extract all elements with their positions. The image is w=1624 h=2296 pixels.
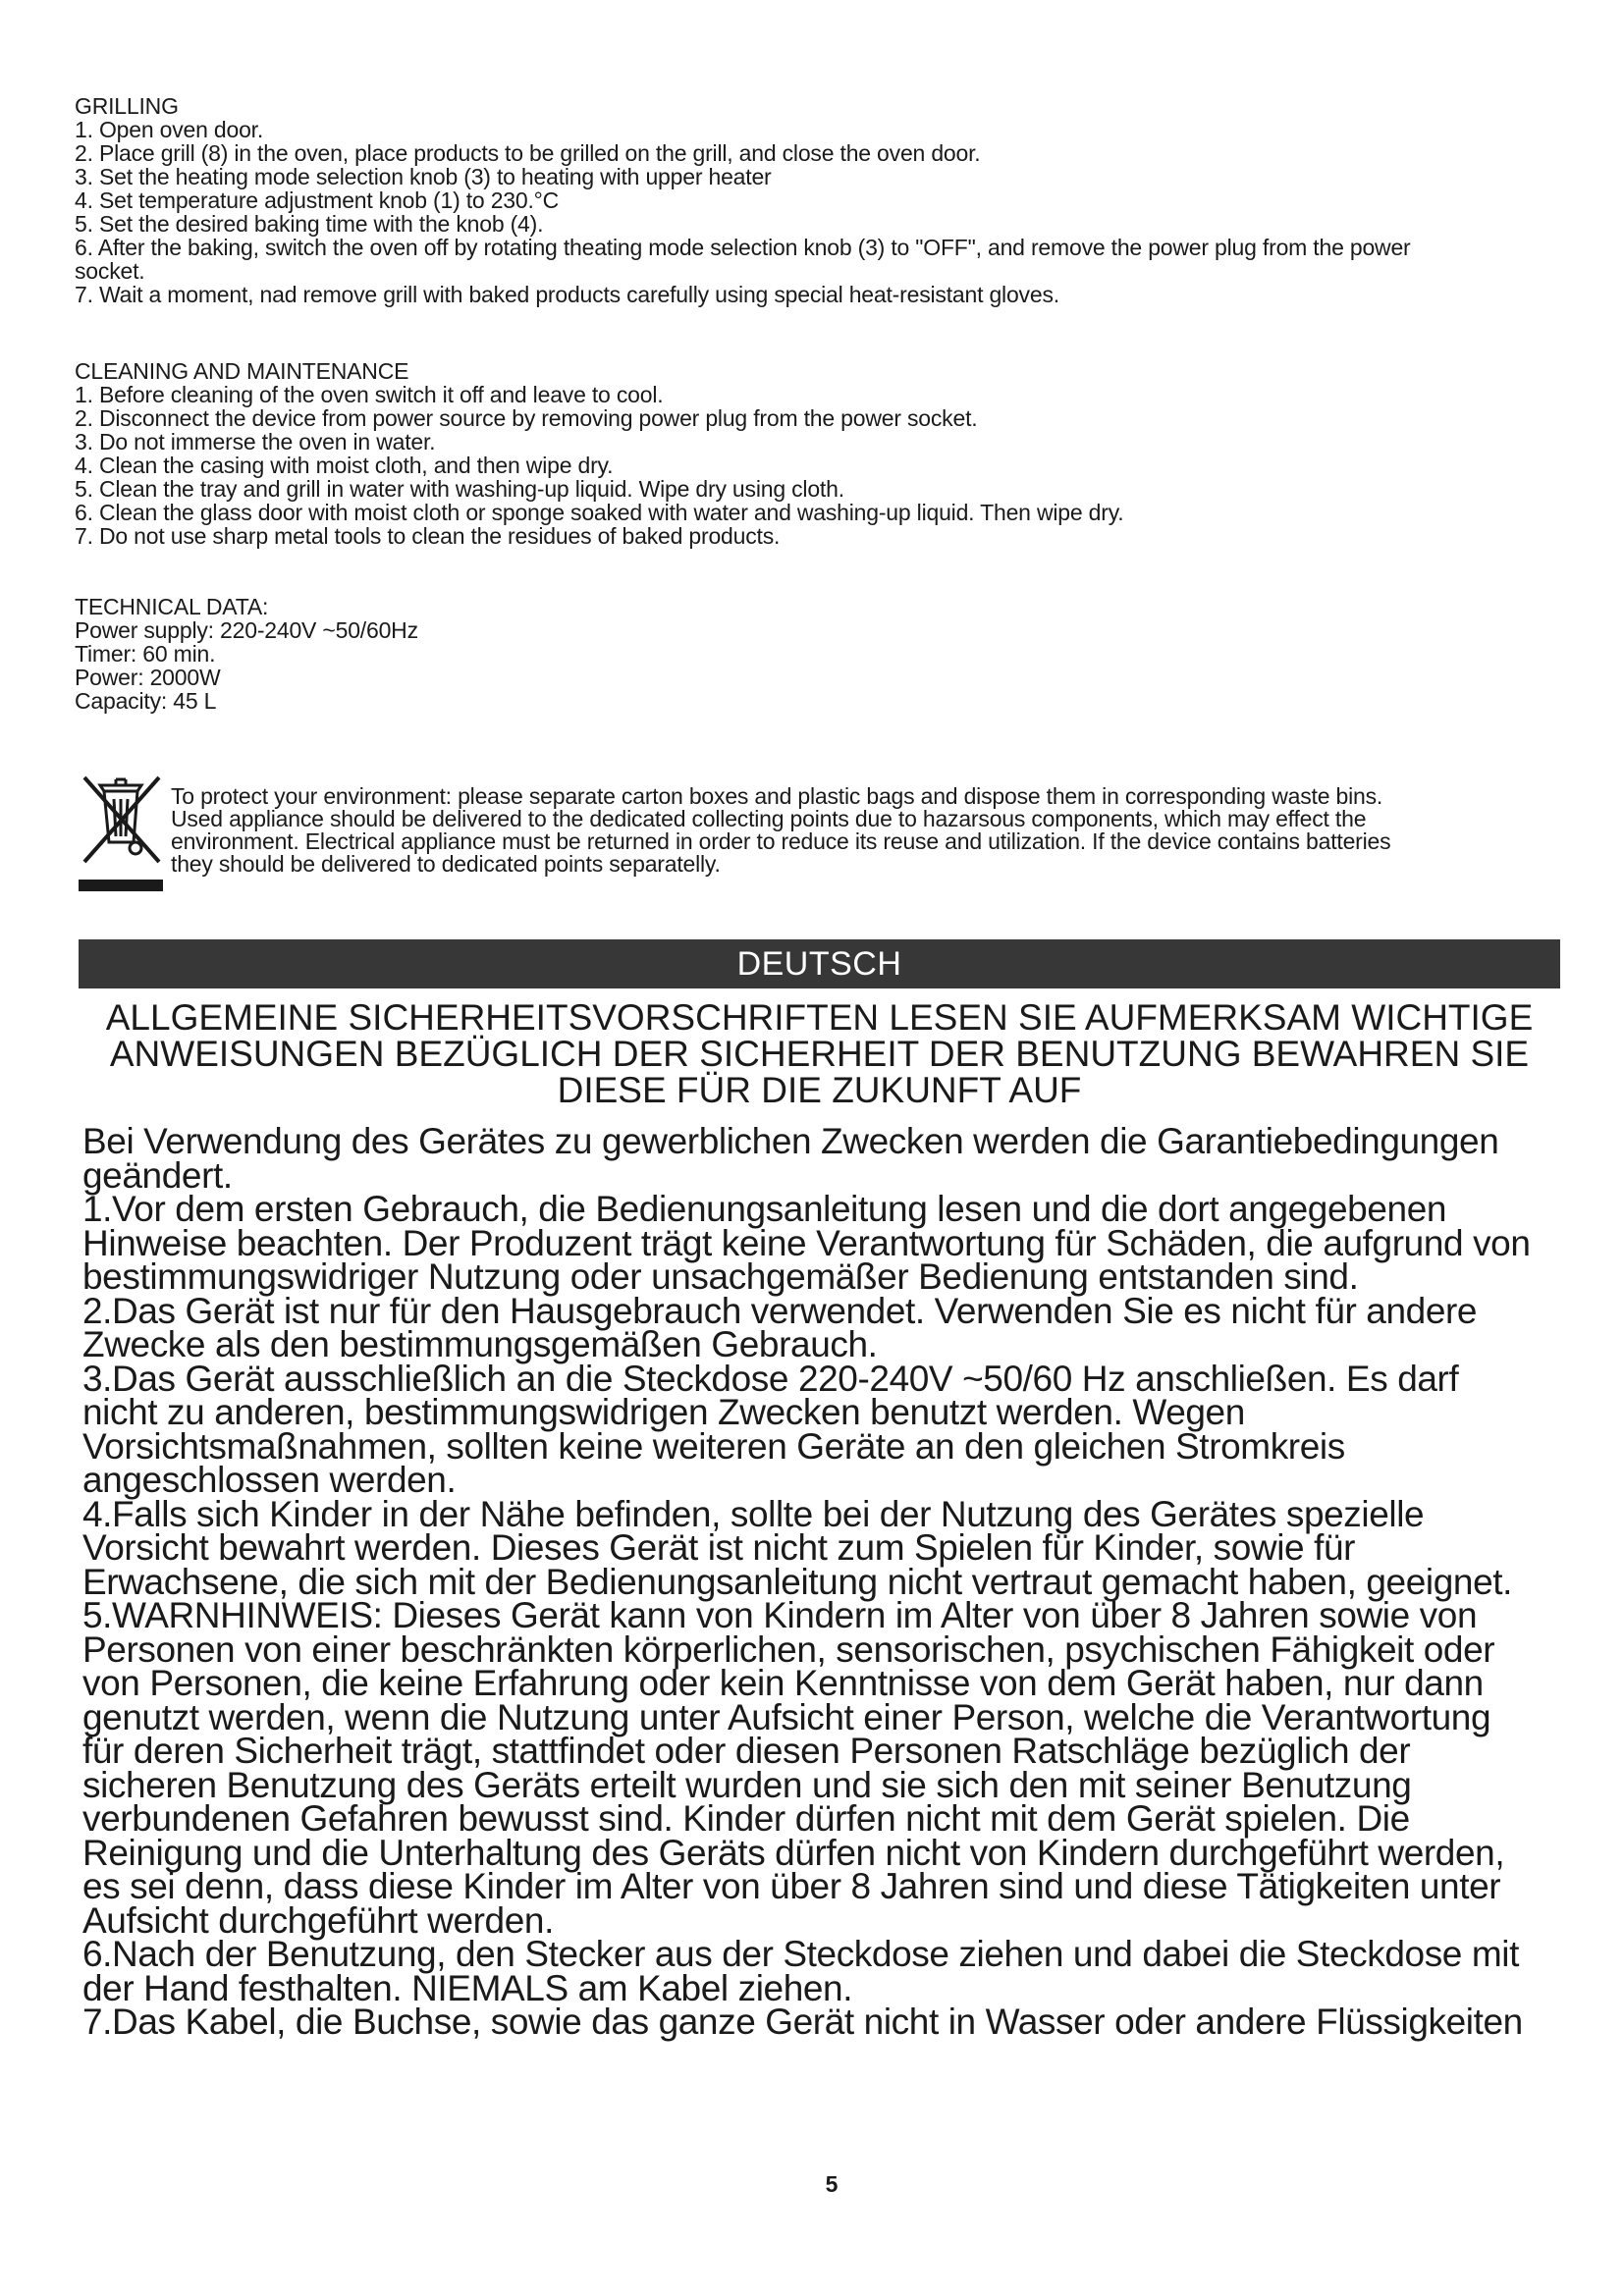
cleaning-step: 1. Before cleaning of the oven switch it off and leave to cool. xyxy=(75,382,664,407)
german-text-line: 6.Nach der Benutzung, den Stecker aus der Steckdose ziehen und dabei die Steckdose mit xyxy=(82,1934,1519,1974)
german-text-line: Erwachsene, die sich mit der Bedienungsanleitung nicht vertraut gemacht haben, geeignet. xyxy=(82,1561,1513,1602)
german-title-line: DIESE FÜR DIE ZUKUNFT AUF xyxy=(557,1070,1082,1110)
german-safety-title xyxy=(79,999,1560,1108)
recycling-line: environment. Electrical appliance must be returned in order to reduce its reuse and utilization. If the device contains batteries xyxy=(171,828,1391,854)
german-text-line: 3.Das Gerät ausschließlich an die Steckdose 220-240V ~50/60 Hz anschließen. Es darf xyxy=(82,1358,1459,1399)
power-spec: Power: 2000W xyxy=(75,665,221,690)
german-text-line: von Personen, die keine Erfahrung oder kein Kenntnisse von dem Gerät haben, nur dann xyxy=(82,1663,1484,1703)
grilling-step: 1. Open oven door. xyxy=(75,117,264,142)
grilling-step: socket. xyxy=(75,258,145,284)
german-text-line: genutzt werden, wenn die Nutzung unter Aufsicht einer Person, welche die Verantwortung xyxy=(82,1696,1491,1737)
cleaning-step: 6. Clean the glass door with moist cloth or sponge soaked with water and washing-up liquid. Then wipe dry. xyxy=(75,500,1124,525)
grilling-step: 2. Place grill (8) in the oven, place products to be grilled on the grill, and close the oven door. xyxy=(75,140,981,166)
crossed-out-wheelie-bin-icon xyxy=(77,772,165,899)
technical-data-section xyxy=(75,595,1547,713)
german-text-line: Aufsicht durchgeführt werden. xyxy=(82,1899,554,1941)
german-text-line: Bei Verwendung des Gerätes zu gewerblichen Zwecken werden die Garantiebedingungen xyxy=(82,1121,1499,1161)
cleaning-section xyxy=(75,359,1547,548)
german-text-line: sicheren Benutzung des Geräts erteilt wurden und sie sich den mit seiner Benutzung xyxy=(82,1764,1412,1805)
german-text-line: der Hand festhalten. NIEMALS am Kabel ziehen. xyxy=(82,1967,853,2008)
german-text-line: für deren Sicherheit trägt, stattfindet oder diesen Personen Ratschläge bezüglich der xyxy=(82,1731,1411,1771)
german-text-line: 2.Das Gerät ist nur für den Hausgebrauch verwendet. Verwenden Sie es nicht für andere xyxy=(82,1290,1478,1331)
german-text-line: 4.Falls sich Kinder in der Nähe befinden, sollte bei der Nutzung des Gerätes spezielle xyxy=(82,1493,1425,1534)
german-text-line: Vorsichtsmaßnahmen, sollten keine weiteren Geräte an den gleichen Stromkreis xyxy=(82,1425,1345,1467)
grilling-step: 4. Set temperature adjustment knob (1) to 230.°C xyxy=(75,187,560,213)
german-text-line: verbundenen Gefahren bewusst sind. Kinder dürfen nicht mit dem Gerät spielen. Die xyxy=(82,1798,1410,1839)
german-text-line: angeschlossen werden. xyxy=(82,1460,457,1500)
recycling-line: To protect your environment: please separate carton boxes and plastic bags and dispose them in corresponding waste bins. xyxy=(171,783,1383,809)
german-text-line: Vorsicht bewahrt werden. Dieses Gerät ist nicht zum Spielen für Kinder, sowie für xyxy=(82,1527,1356,1568)
german-text-line: Zwecke als den bestimmungsgemäßen Gebrauch. xyxy=(82,1324,878,1364)
cleaning-heading: CLEANING AND MAINTENANCE xyxy=(75,358,409,384)
german-title-line: ANWEISUNGEN BEZÜGLICH DER SICHERHEIT DER BENUTZUNG BEWAHREN SIE xyxy=(109,1034,1530,1074)
german-safety-instructions xyxy=(82,1121,1575,2042)
german-text-line: bestimmungswidriger Nutzung oder unsachgemäßer Bedienung entstanden sind. xyxy=(82,1256,1359,1297)
grilling-heading: GRILLING xyxy=(75,93,179,119)
grilling-step: 3. Set the heating mode selection knob (3) to heating with upper heater xyxy=(75,164,772,189)
language-section-bar: DEUTSCH xyxy=(79,939,1560,988)
german-text-line: 1.Vor dem ersten Gebrauch, die Bedienungsanleitung lesen und die dort angegebenen xyxy=(82,1189,1447,1229)
page-number: 5 xyxy=(825,2171,839,2197)
grilling-step: 6. After the baking, switch the oven off by rotating theating mode selection knob (3) to "OFF", and remove the power plug from the power xyxy=(75,235,1411,260)
german-text-line: Personen von einer beschränkten körperlichen, sensorischen, psychischen Fähigkeit oder xyxy=(82,1629,1495,1670)
german-text-line: 5.WARNHINWEIS: Dieses Gerät kann von Kindern im Alter von über 8 Jahren sowie von xyxy=(82,1595,1478,1635)
cleaning-step: 7. Do not use sharp metal tools to clean the residues of baked products. xyxy=(75,523,781,549)
cleaning-step: 4. Clean the casing with moist cloth, and then wipe dry. xyxy=(75,453,614,478)
power-supply-spec: Power supply: 220-240V ~50/60Hz xyxy=(75,617,418,643)
german-text-line: Hinweise beachten. Der Produzent trägt keine Verantwortung für Schäden, die aufgrund von xyxy=(82,1222,1531,1263)
timer-spec: Timer: 60 min. xyxy=(75,641,216,667)
grilling-section xyxy=(75,94,1547,306)
german-title-line: ALLGEMEINE SICHERHEITSVORSCHRIFTEN LESEN SIE AUFMERKSAM WICHTIGE xyxy=(105,997,1534,1038)
cleaning-step: 5. Clean the tray and grill in water with washing-up liquid. Wipe dry using cloth. xyxy=(75,476,844,502)
capacity-spec: Capacity: 45 L xyxy=(75,688,217,714)
cleaning-step: 3. Do not immerse the oven in water. xyxy=(75,429,436,454)
recycling-line: Used appliance should be delivered to the dedicated collecting points due to hazarsous components, which may effect the xyxy=(171,806,1367,831)
grilling-step: 5. Set the desired baking time with the knob (4). xyxy=(75,211,544,237)
german-text-line: es sei denn, dass diese Kinder im Alter von über 8 Jahren sind und diese Tätigkeiten unter xyxy=(82,1866,1501,1906)
german-text-line: nicht zu anderen, bestimmungswidrigen Zwecken benutzt werden. Wegen xyxy=(82,1392,1245,1432)
technical-data-heading: TECHNICAL DATA: xyxy=(75,594,269,619)
grilling-step: 7. Wait a moment, nad remove grill with baked products carefully using special heat-resistant gloves. xyxy=(75,282,1059,307)
cleaning-step: 2. Disconnect the device from power source by removing power plug from the power socket. xyxy=(75,405,978,431)
german-text-line: geändert. xyxy=(82,1154,233,1196)
german-text-line: Reinigung und die Unterhaltung des Geräts dürfen nicht von Kindern durchgeführt werden, xyxy=(82,1832,1505,1873)
german-text-line: 7.Das Kabel, die Buchse, sowie das ganze Gerät nicht in Wasser oder andere Flüssigkeiten xyxy=(82,2002,1523,2042)
recycling-line: they should be delivered to dedicated points separatelly. xyxy=(171,851,721,877)
recycling-notice xyxy=(171,785,1565,876)
